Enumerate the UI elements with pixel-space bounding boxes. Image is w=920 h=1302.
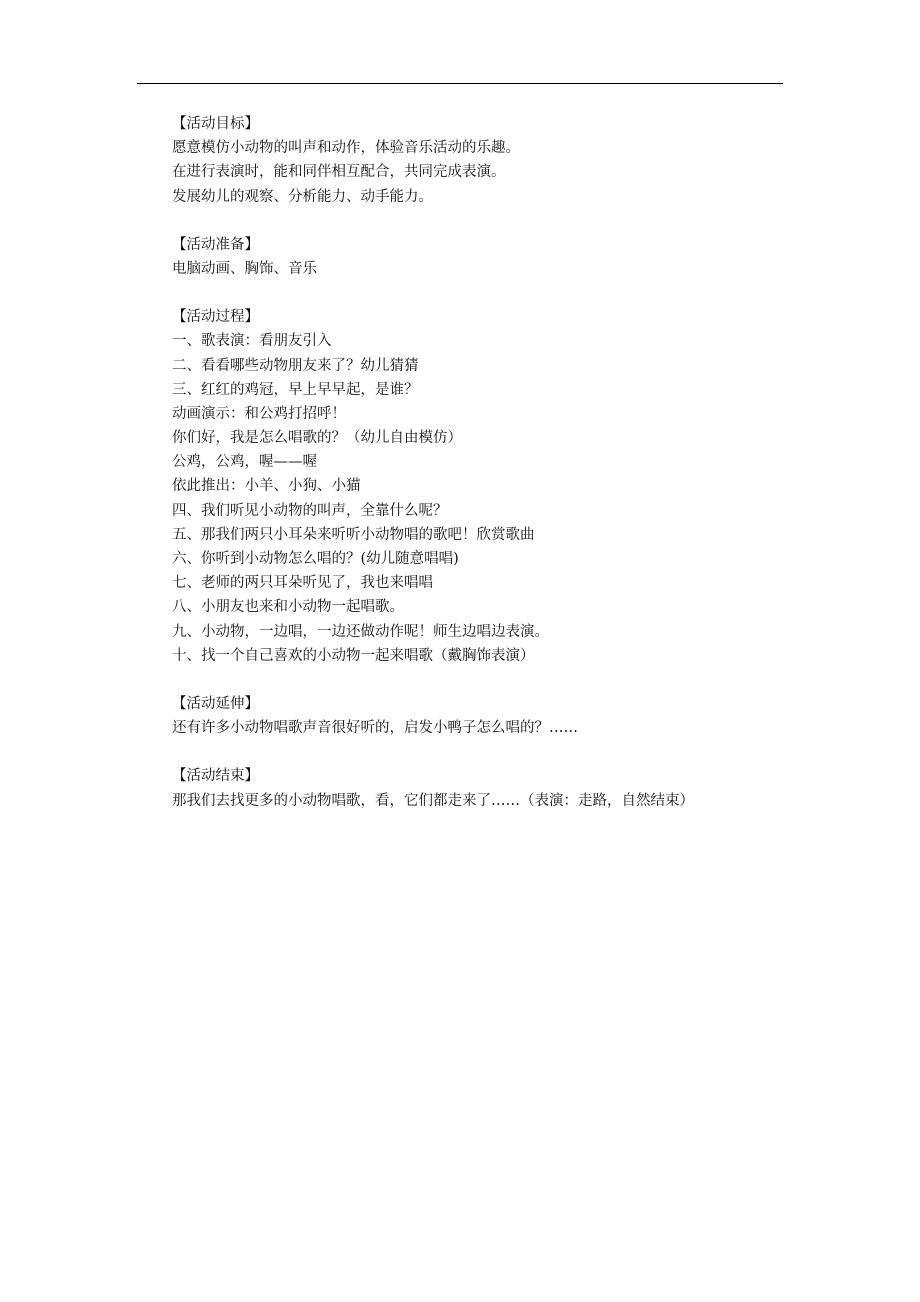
text-line: 四、我们听见小动物的叫声，全靠什么呢？ — [172, 502, 448, 519]
section-heading: 【活动目标】 — [172, 116, 259, 132]
text-line: 八、小朋友也来和小动物一起唱歌。 — [172, 599, 404, 616]
text-line: 一、歌表演：看朋友引入 — [172, 333, 332, 350]
text-line: 愿意模仿小动物的叫声和动作，体验音乐活动的乐趣。 — [172, 140, 520, 157]
text-line: 七、老师的两只耳朵听见了，我也来唱唱 — [172, 575, 433, 592]
text-line: 那我们去找更多的小动物唱歌，看，它们都走来了……（表演：走路，自然结束） — [172, 792, 694, 809]
document-body — [172, 112, 772, 837]
section-heading: 【活动过程】 — [172, 309, 259, 326]
text-line: 五、那我们两只小耳朵来听听小动物唱的歌吧！欣赏歌曲 — [172, 526, 535, 543]
text-line: 依此推出：小羊、小狗、小猫 — [172, 478, 361, 495]
section-process — [172, 305, 772, 668]
text-line: 公鸡，公鸡，喔——喔 — [172, 454, 317, 471]
header-rule — [137, 83, 783, 84]
section-goals — [172, 112, 772, 209]
text-line: 九、小动物，一边唱，一边还做动作呢！师生边唱边表演。 — [172, 623, 549, 640]
section-ending — [172, 764, 772, 812]
text-line: 二、看看哪些动物朋友来了？幼儿猜猜 — [172, 357, 419, 374]
text-line: 你们好，我是怎么唱歌的？（幼儿自由模仿） — [172, 430, 462, 447]
text-line: 还有许多小动物唱歌声音很好听的，启发小鸭子怎么唱的？…… — [172, 720, 578, 737]
text-line: 动画演示：和公鸡打招呼！ — [172, 405, 346, 422]
section-extension — [172, 692, 772, 740]
section-heading: 【活动准备】 — [172, 236, 259, 253]
section-heading: 【活动延伸】 — [172, 695, 259, 712]
text-line: 三、红红的鸡冠，早上早早起，是谁？ — [172, 381, 419, 398]
text-line: 发展幼儿的观察、分析能力、动手能力。 — [172, 188, 433, 205]
section-preparation — [172, 233, 772, 281]
text-line: 六、你听到小动物怎么唱的？(幼儿随意唱唱) — [172, 551, 459, 567]
text-line: 在进行表演时，能和同伴相互配合，共同完成表演。 — [172, 164, 506, 181]
text-line: 电脑动画、胸饰、音乐 — [172, 260, 317, 277]
section-heading: 【活动结束】 — [172, 768, 259, 785]
text-line: 十、找一个自己喜欢的小动物一起来唱歌（戴胸饰表演） — [172, 647, 535, 664]
